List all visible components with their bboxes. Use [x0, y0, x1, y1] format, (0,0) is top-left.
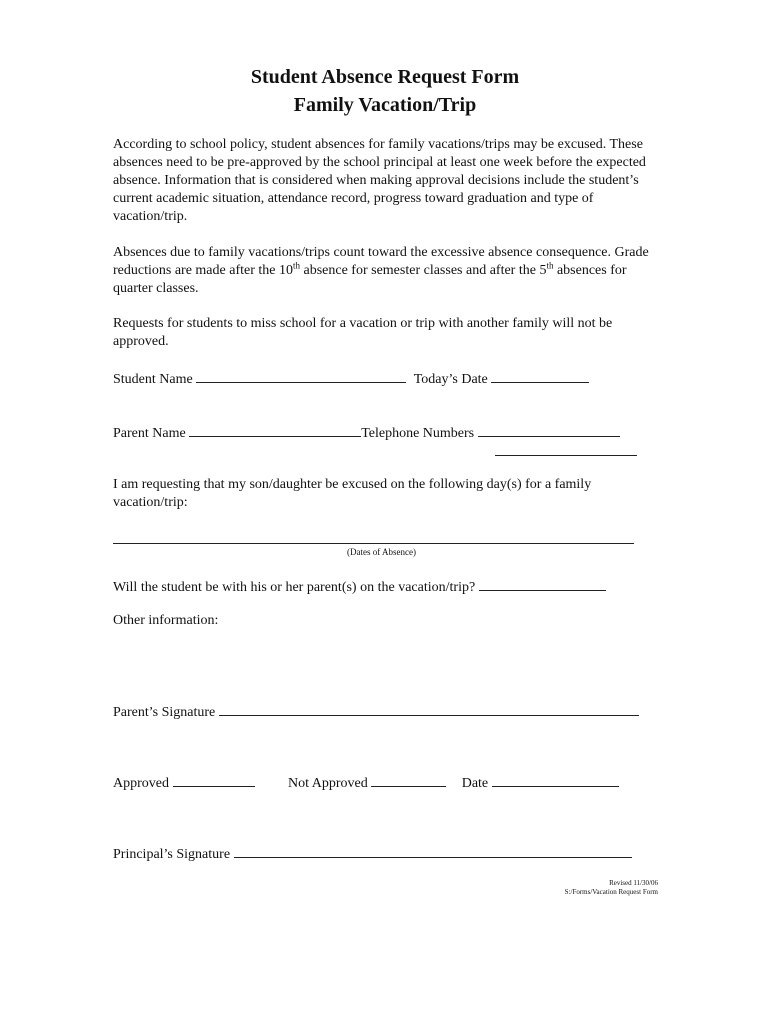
- parent-name-label: Parent Name: [113, 426, 186, 441]
- consequence-paragraph: Absences due to family vacations/trips count toward the excessive absence consequence. Grade reductions are made after the 10th absence for semester classes and after the 5th absences for quarter classes.: [113, 245, 649, 296]
- form-subtitle: Family Vacation/Trip: [293, 94, 477, 116]
- dates-of-absence-field[interactable]: [113, 543, 634, 544]
- student-name-label: Student Name: [113, 372, 193, 387]
- other-information-label: Other information:: [113, 613, 219, 628]
- approved-label: Approved: [113, 776, 169, 791]
- revised-date: Revised 11/30/06: [609, 879, 658, 887]
- telephone-label: Telephone Numbers: [361, 426, 475, 441]
- policy-paragraph: According to school policy, student absences for family vacations/trips may be excused. These absences need to be pre-approved by the school principal at least one week before the expected absence. Information that is considered when making approval decisions include the student’s current academic situation, attendance record, progress toward graduation and type of vacation/trip.: [113, 137, 646, 224]
- other-family-paragraph: Requests for students to miss school for a vacation or trip with another family will not be approved.: [113, 316, 613, 349]
- parent-signature-row: [113, 702, 639, 720]
- approved-field[interactable]: [173, 773, 255, 787]
- parent-name-field[interactable]: [189, 423, 361, 437]
- telephone-field-2[interactable]: [495, 455, 637, 456]
- todays-date-label: Today’s Date: [413, 372, 488, 387]
- student-name-row: [113, 369, 589, 387]
- revision-note: [565, 879, 658, 897]
- parent-name-row: [113, 423, 620, 441]
- with-parents-row: [113, 577, 606, 595]
- parent-signature-label: Parent’s Signature: [113, 705, 216, 720]
- approval-date-field[interactable]: [492, 773, 619, 787]
- with-parents-field[interactable]: [479, 577, 606, 591]
- approval-row: [113, 773, 619, 791]
- not-approved-field[interactable]: [371, 773, 446, 787]
- parent-signature-field[interactable]: [219, 702, 639, 716]
- principal-signature-row: [113, 844, 632, 862]
- form-title: Student Absence Request Form: [250, 66, 520, 88]
- dates-of-absence-caption: (Dates of Absence): [347, 547, 416, 557]
- todays-date-field[interactable]: [491, 369, 589, 383]
- student-name-field[interactable]: [196, 369, 406, 383]
- with-parents-label: Will the student be with his or her parent(s) on the vacation/trip?: [113, 580, 476, 595]
- principal-signature-label: Principal’s Signature: [113, 847, 231, 862]
- telephone-field-1[interactable]: [478, 423, 620, 437]
- principal-signature-field[interactable]: [234, 844, 632, 858]
- file-path: S:/Forms/Vacation Request Form: [564, 888, 658, 896]
- request-statement: I am requesting that my son/daughter be excused on the following day(s) for a family vacation/trip:: [113, 477, 592, 510]
- not-approved-label: Not Approved: [288, 776, 368, 791]
- approval-date-label: Date: [461, 776, 489, 791]
